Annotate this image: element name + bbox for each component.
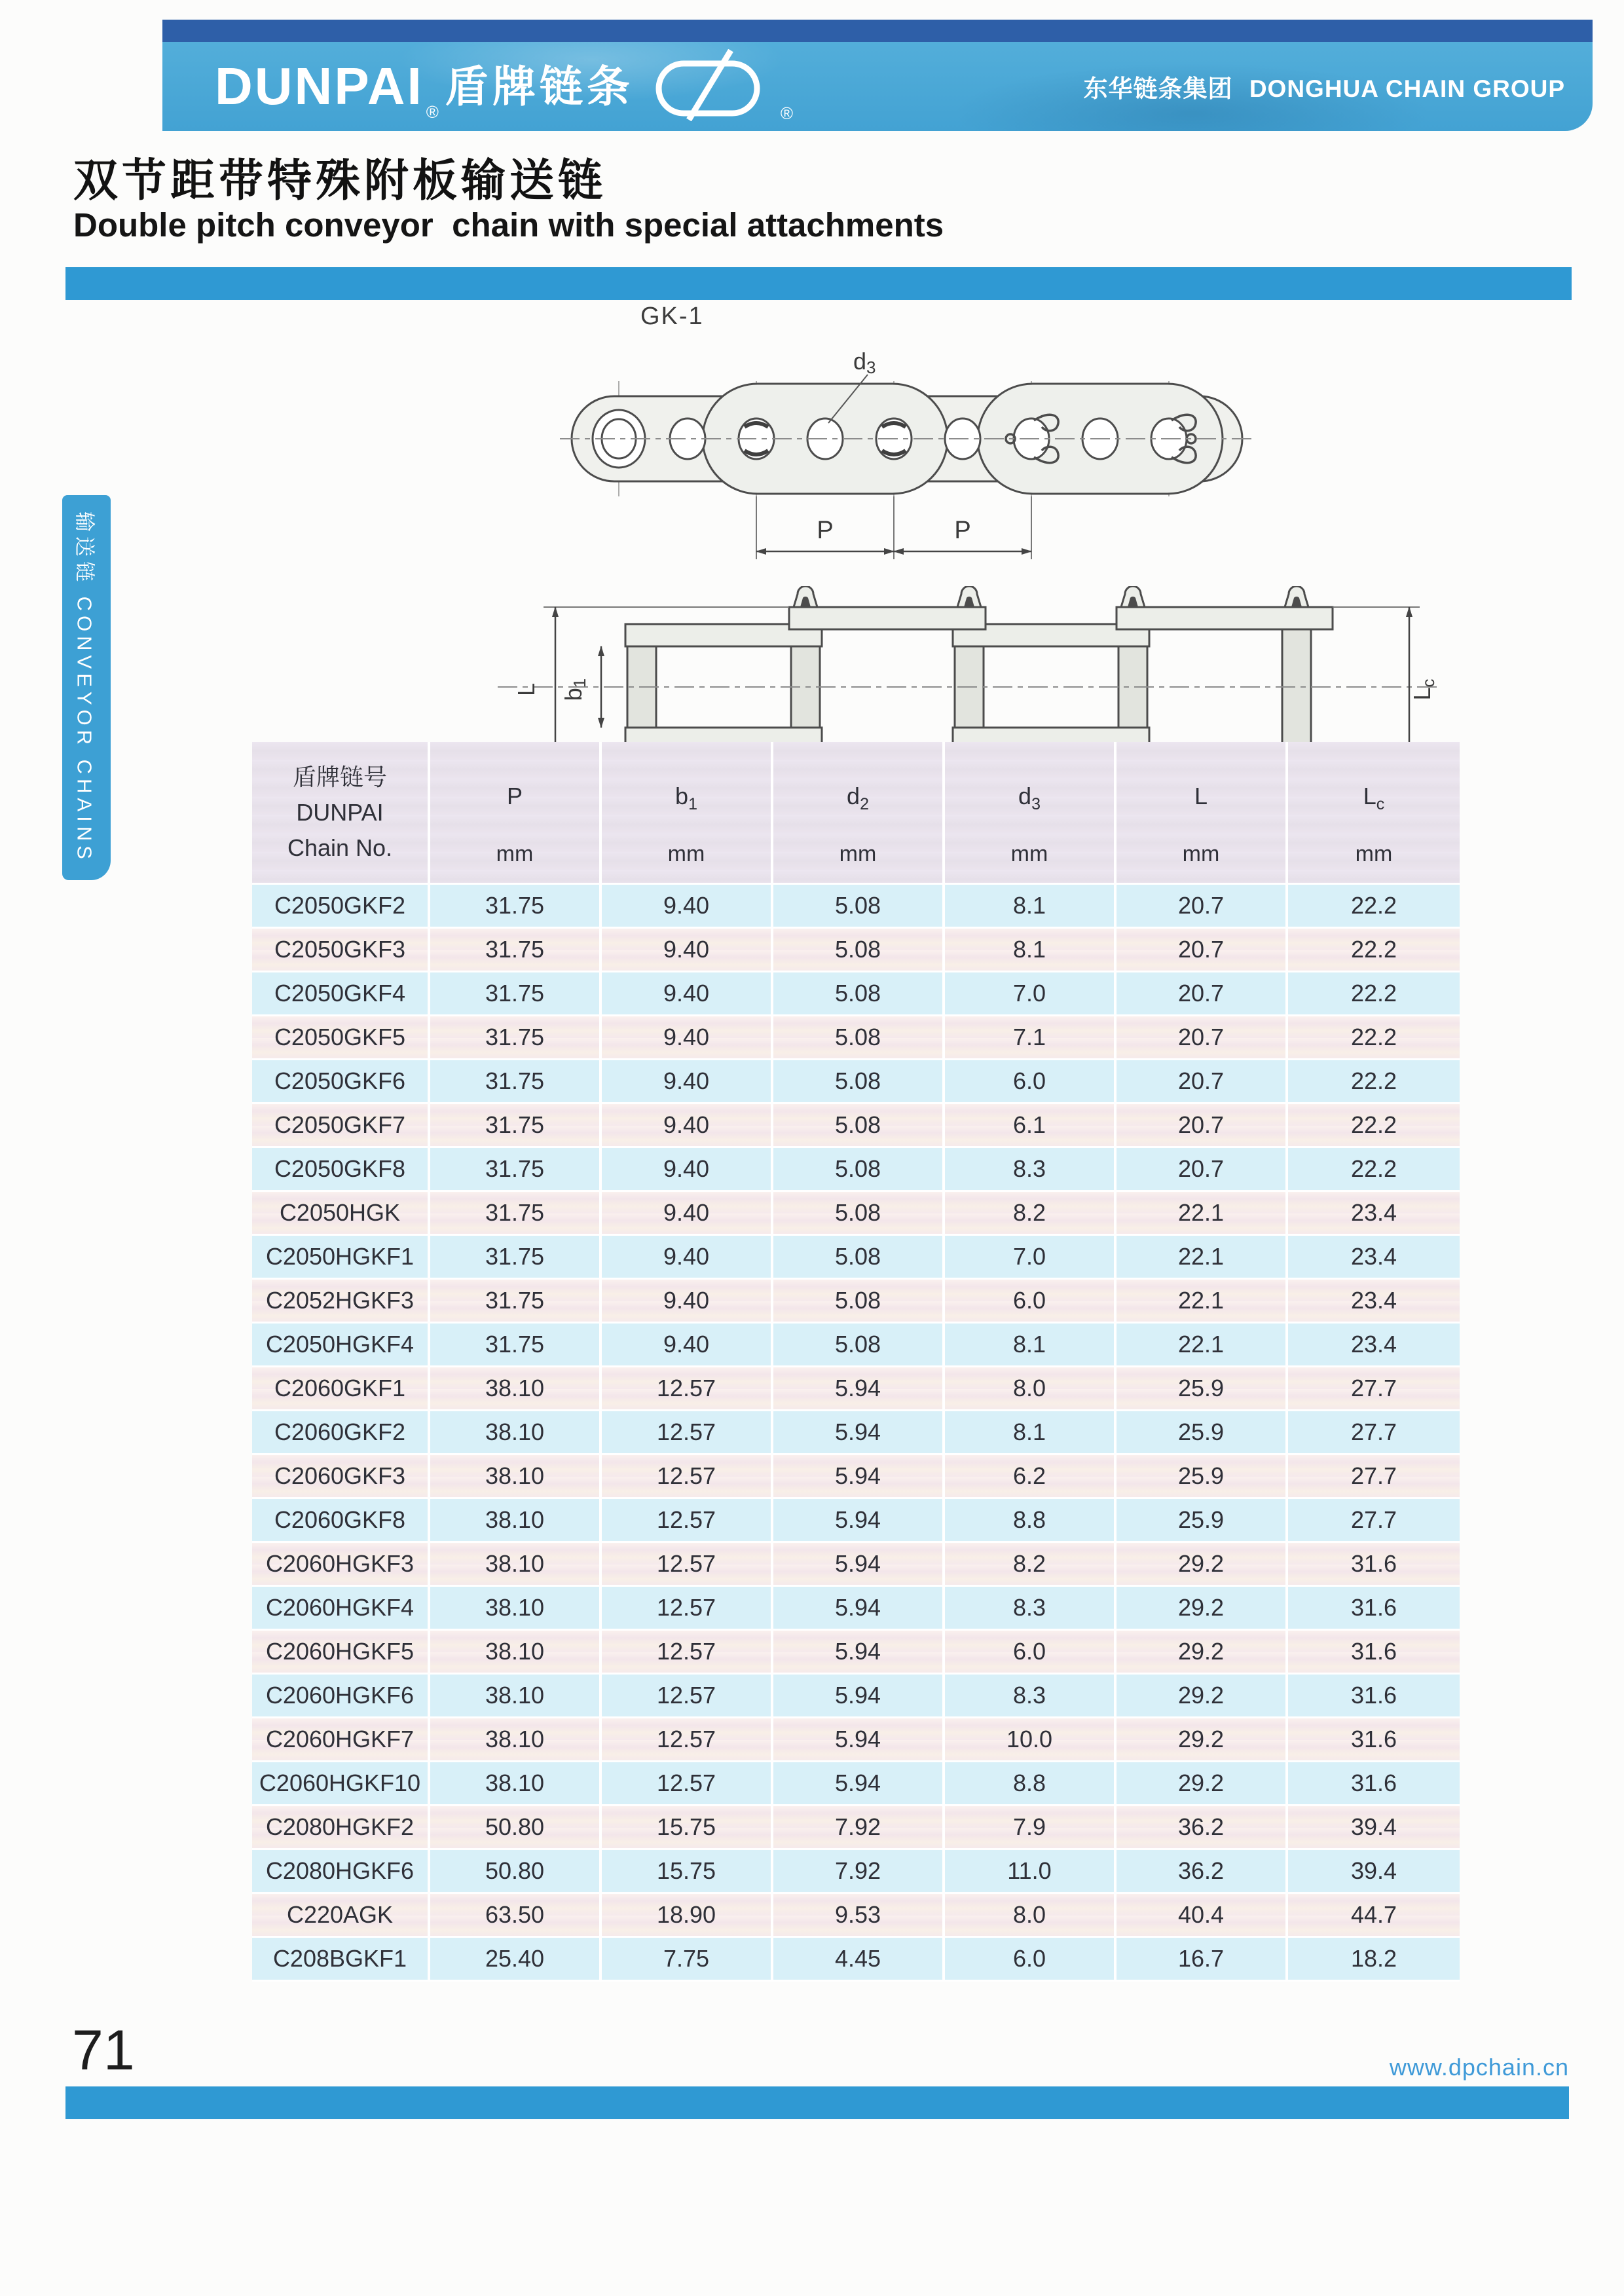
chain-no-cell: C208BGKF1 [252,1938,430,1982]
d3-cell: 8.1 [945,885,1116,929]
l-cell: 29.2 [1116,1631,1288,1675]
chain-header-en: Chain No. [287,834,393,861]
chain-no-cell: C2050HGKF4 [252,1324,430,1367]
group-label [1075,69,1565,104]
d3-cell: 8.8 [945,1762,1116,1806]
col-header-b1: $b_1$ mm [602,742,773,885]
table-row [252,1675,1460,1718]
chain-no-cell: C220AGK [252,1894,430,1938]
table-row [252,1631,1460,1675]
col-header-d2: $d_2$ mm [773,742,945,885]
p-cell: 50.80 [430,1850,602,1894]
p-cell: 38.10 [430,1718,602,1762]
brand-name: DUNPAI [215,57,424,115]
lc-cell: 31.6 [1288,1675,1460,1718]
b1-cell: 9.40 [602,1236,773,1280]
l-cell: 22.1 [1116,1280,1288,1324]
b1-cell: 12.57 [602,1411,773,1455]
lc-cell: 22.2 [1288,1104,1460,1148]
p-cell: 38.10 [430,1675,602,1718]
lc-cell: 31.6 [1288,1543,1460,1587]
p-cell: 31.75 [430,1104,602,1148]
table-header-row [252,742,1460,885]
chain-no-cell: C2060GKF3 [252,1455,430,1499]
table-row [252,1280,1460,1324]
p-cell: 31.75 [430,1060,602,1104]
d2-cell: 5.08 [773,1236,945,1280]
b1-cell: 12.57 [602,1543,773,1587]
b1-cell: 9.40 [602,1280,773,1324]
d2-cell: 5.08 [773,1060,945,1104]
d3-cell: 6.0 [945,1938,1116,1982]
p-cell: 38.10 [430,1587,602,1631]
table-row [252,1543,1460,1587]
l-cell: 20.7 [1116,1148,1288,1192]
chain-no-cell: C2060HGKF10 [252,1762,430,1806]
b1-cell: 12.57 [602,1762,773,1806]
table-row [252,1192,1460,1236]
chain-no-cell: C2050GKF2 [252,885,430,929]
Lc-label: Lc [1409,678,1438,701]
l-cell: 29.2 [1116,1587,1288,1631]
chain-no-cell: C2060GKF8 [252,1499,430,1543]
lc-cell: 22.2 [1288,1060,1460,1104]
table-row [252,1499,1460,1543]
table-row [252,1762,1460,1806]
chain-no-cell: C2050GKF4 [252,972,430,1016]
col-header-d3: $d_3$ mm [945,742,1116,885]
table-row [252,1324,1460,1367]
p-cell: 38.10 [430,1499,602,1543]
d3-cell: 6.0 [945,1631,1116,1675]
chain-no-cell: C2050GKF8 [252,1148,430,1192]
b1-cell: 9.40 [602,1148,773,1192]
l-cell: 20.7 [1116,1104,1288,1148]
d2-cell: 4.45 [773,1938,945,1982]
chain-no-cell: C2050HGK [252,1192,430,1236]
footer-bar [65,2086,1569,2119]
table-row [252,1938,1460,1982]
d3-cell: 7.9 [945,1806,1116,1850]
d2-cell: 5.08 [773,1324,945,1367]
l-cell: 20.7 [1116,972,1288,1016]
p-cell: 38.10 [430,1762,602,1806]
d2-cell: 5.08 [773,1104,945,1148]
lc-cell: 31.6 [1288,1631,1460,1675]
brand-block [162,49,793,124]
d3-cell: 8.1 [945,1411,1116,1455]
chain-no-cell: C2060GKF1 [252,1367,430,1411]
d2-cell: 5.08 [773,885,945,929]
chain-no-cell: C2060HGKF4 [252,1587,430,1631]
d3-cell: 7.0 [945,972,1116,1016]
d3-cell: 8.3 [945,1675,1116,1718]
d3-cell: 11.0 [945,1850,1116,1894]
d2-cell: 5.94 [773,1367,945,1411]
attachment-tabs [794,586,1308,607]
website-url: www.dpchain.cn [1389,2054,1569,2081]
d2-cell: 7.92 [773,1806,945,1850]
d3-cell: 8.2 [945,1543,1116,1587]
header-band [162,42,1593,131]
d3-cell: 8.0 [945,1367,1116,1411]
col-header-p: P mm [430,742,602,885]
chain-no-cell: C2052HGKF3 [252,1280,430,1324]
p-cell: 38.10 [430,1543,602,1587]
chain-no-cell: C2050GKF5 [252,1016,430,1060]
page-title-en: Double pitch conveyor chain with special attachments [73,206,944,244]
d3-cell: 8.1 [945,1324,1116,1367]
lc-cell: 27.7 [1288,1411,1460,1455]
d3-cell: 7.1 [945,1016,1116,1060]
b1-cell: 9.40 [602,1060,773,1104]
d3-cell: 8.3 [945,1587,1116,1631]
p-cell: 31.75 [430,1148,602,1192]
col-header-Lc: $L_c$ mm [1288,742,1460,885]
lc-cell: 23.4 [1288,1324,1460,1367]
pitch-extension-lines [756,496,1031,559]
p-cell: 31.75 [430,885,602,929]
lc-cell: 22.2 [1288,1148,1460,1192]
lc-cell: 22.2 [1288,885,1460,929]
b1-cell: 9.40 [602,885,773,929]
d2-cell: 5.94 [773,1455,945,1499]
chain-no-cell: C2050GKF3 [252,929,430,972]
lc-cell: 39.4 [1288,1806,1460,1850]
b1-cell: 15.75 [602,1806,773,1850]
lc-cell: 44.7 [1288,1894,1460,1938]
p-cell: 31.75 [430,929,602,972]
l-cell: 36.2 [1116,1850,1288,1894]
sidebar-tab-label [72,511,101,864]
sidebar-label-en: CONVEYOR CHAINS [73,596,96,864]
b1-cell: 9.40 [602,1016,773,1060]
pitch-label-right: P [954,517,971,544]
b1-cell: 9.40 [602,1104,773,1148]
l-cell: 25.9 [1116,1411,1288,1455]
chain-no-cell: C2060HGKF6 [252,1675,430,1718]
chain-no-header [252,742,430,885]
lc-cell: 23.4 [1288,1192,1460,1236]
d2-cell: 5.94 [773,1675,945,1718]
lc-cell: 27.7 [1288,1499,1460,1543]
table-row [252,1718,1460,1762]
d2-cell: 5.08 [773,972,945,1016]
b1-label: b1 [560,678,589,701]
table-row [252,885,1460,929]
d2-cell: 5.94 [773,1587,945,1631]
chain-top-view-diagram [560,341,1254,583]
table-row [252,1148,1460,1192]
table-row [252,1104,1460,1148]
d3-cell: 6.0 [945,1060,1116,1104]
l-cell: 20.7 [1116,885,1288,929]
p-cell: 31.75 [430,1192,602,1236]
b1-cell: 12.57 [602,1587,773,1631]
p-cell: 31.75 [430,972,602,1016]
lc-cell: 23.4 [1288,1236,1460,1280]
l-cell: 20.7 [1116,929,1288,972]
b1-cell: 7.75 [602,1938,773,1982]
d2-cell: 7.92 [773,1850,945,1894]
lc-cell: 31.6 [1288,1718,1460,1762]
b1-cell: 12.57 [602,1499,773,1543]
chain-header-brand: DUNPAI [296,798,384,826]
table-row [252,1060,1460,1104]
d2-cell: 5.08 [773,1016,945,1060]
d3-cell: 8.3 [945,1148,1116,1192]
d2-cell: 5.08 [773,1148,945,1192]
d3-cell: 6.2 [945,1455,1116,1499]
l-cell: 22.1 [1116,1192,1288,1236]
l-cell: 29.2 [1116,1718,1288,1762]
col-header-L: L mm [1116,742,1288,885]
title-divider-bar [65,267,1572,300]
dp-logo-icon [651,49,775,124]
p-cell: 63.50 [430,1894,602,1938]
l-cell: 29.2 [1116,1762,1288,1806]
table-row [252,1587,1460,1631]
l-cell: 22.1 [1116,1236,1288,1280]
b1-cell: 12.57 [602,1367,773,1411]
d2-cell: 5.08 [773,929,945,972]
lc-cell: 22.2 [1288,1016,1460,1060]
header-navy-strip [162,20,1593,42]
d3-cell: 8.1 [945,929,1116,972]
table-row [252,1236,1460,1280]
table-row [252,1894,1460,1938]
chain-no-cell: C2050GKF6 [252,1060,430,1104]
d3-cell: 10.0 [945,1718,1116,1762]
group-label-en: DONGHUA CHAIN GROUP [1249,75,1565,102]
lc-cell: 18.2 [1288,1938,1460,1982]
d3-cell: 6.0 [945,1280,1116,1324]
table-row [252,1806,1460,1850]
registered-mark-icon: ® [426,102,439,122]
table-row [252,1455,1460,1499]
chain-no-cell: C2080HGKF2 [252,1806,430,1850]
d2-cell: 5.94 [773,1631,945,1675]
p-cell: 38.10 [430,1367,602,1411]
table-row [252,972,1460,1016]
chain-no-cell: C2060GKF2 [252,1411,430,1455]
chain-no-cell: C2060HGKF3 [252,1543,430,1587]
l-cell: 40.4 [1116,1894,1288,1938]
l-cell: 20.7 [1116,1016,1288,1060]
figure-label: GK-1 [640,303,704,330]
p-cell: 31.75 [430,1324,602,1367]
chain-no-cell: C2050HGKF1 [252,1236,430,1280]
p-cell: 50.80 [430,1806,602,1850]
p-cell: 31.75 [430,1016,602,1060]
l-cell: 22.1 [1116,1324,1288,1367]
group-label-cn: 东华链条集团 [1083,75,1233,102]
b1-cell: 15.75 [602,1850,773,1894]
logo-registered-mark-icon: ® [780,103,794,123]
d2-cell: 5.94 [773,1762,945,1806]
table-row [252,929,1460,972]
b1-cell: 9.40 [602,929,773,972]
p-cell: 38.10 [430,1455,602,1499]
p-cell: 38.10 [430,1631,602,1675]
d3-label: d3 [853,348,876,377]
sidebar-label-cn: 输送链 [73,511,96,587]
chain-no-cell: C2050GKF7 [252,1104,430,1148]
d2-cell: 9.53 [773,1894,945,1938]
l-cell: 20.7 [1116,1060,1288,1104]
sidebar-tab-conveyor-chains [62,495,111,880]
b1-cell: 12.57 [602,1718,773,1762]
d2-cell: 5.94 [773,1543,945,1587]
L-label: L [513,682,540,697]
chain-no-cell: C2060HGKF5 [252,1631,430,1675]
d2-cell: 5.94 [773,1718,945,1762]
l-cell: 25.9 [1116,1499,1288,1543]
l-cell: 36.2 [1116,1806,1288,1850]
b1-cell: 9.40 [602,1192,773,1236]
b1-cell: 12.57 [602,1455,773,1499]
l-cell: 25.9 [1116,1455,1288,1499]
d3-cell: 8.0 [945,1894,1116,1938]
p-cell: 25.40 [430,1938,602,1982]
d3-cell: 7.0 [945,1236,1116,1280]
l-cell: 29.2 [1116,1543,1288,1587]
b1-cell: 9.40 [602,1324,773,1367]
pitch-label-left: P [817,517,834,544]
d3-cell: 8.2 [945,1192,1116,1236]
chain-no-cell: C2060HGKF7 [252,1718,430,1762]
table-body [252,885,1460,1982]
brand-name-cn: 盾牌链条 [445,62,634,111]
chain-no-cell: C2080HGKF6 [252,1850,430,1894]
table-row [252,1411,1460,1455]
table-row [252,1850,1460,1894]
d2-cell: 5.94 [773,1411,945,1455]
page-title-cn: 双节距带特殊附板输送链 [73,156,607,206]
d2-cell: 5.08 [773,1280,945,1324]
b1-cell: 12.57 [602,1675,773,1718]
p-cell: 31.75 [430,1280,602,1324]
d3-cell: 6.1 [945,1104,1116,1148]
table-row [252,1016,1460,1060]
d2-cell: 5.08 [773,1192,945,1236]
lc-cell: 39.4 [1288,1850,1460,1894]
b1-cell: 12.57 [602,1631,773,1675]
l-cell: 16.7 [1116,1938,1288,1982]
chain-header-cn: 盾牌链号 [292,763,387,790]
lc-cell: 31.6 [1288,1762,1460,1806]
table-row [252,1367,1460,1411]
p-cell: 31.75 [430,1236,602,1280]
b1-cell: 18.90 [602,1894,773,1938]
p-cell: 38.10 [430,1411,602,1455]
lc-cell: 27.7 [1288,1455,1460,1499]
lc-cell: 22.2 [1288,972,1460,1016]
d3-cell: 8.8 [945,1499,1116,1543]
l-cell: 25.9 [1116,1367,1288,1411]
lc-cell: 27.7 [1288,1367,1460,1411]
spec-table [252,742,1460,1982]
lc-cell: 23.4 [1288,1280,1460,1324]
b1-cell: 9.40 [602,972,773,1016]
l-cell: 29.2 [1116,1675,1288,1718]
page-number: 71 [72,2019,135,2082]
lc-cell: 22.2 [1288,929,1460,972]
lc-cell: 31.6 [1288,1587,1460,1631]
d2-cell: 5.94 [773,1499,945,1543]
